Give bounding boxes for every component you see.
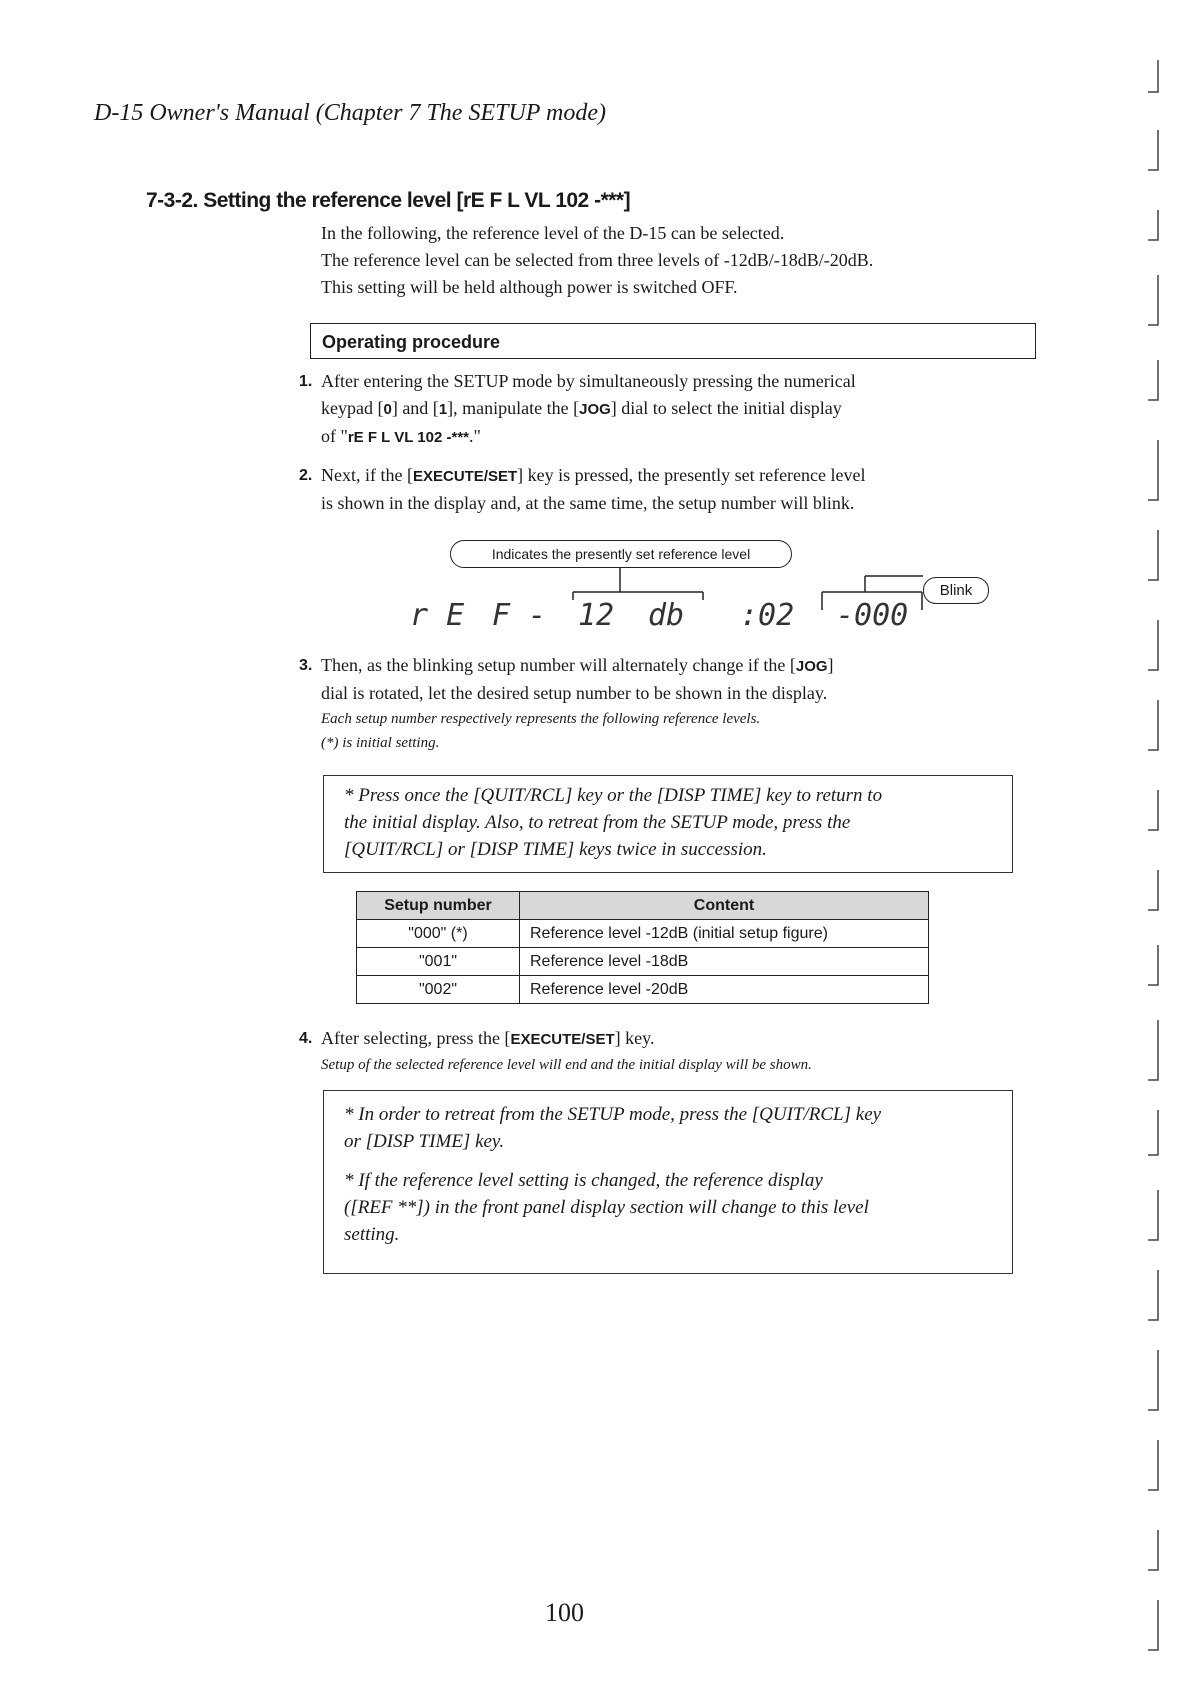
setup-table	[356, 891, 929, 1004]
step-note: (*) is initial setting.	[321, 735, 440, 751]
step-line: keypad [0] and [1], manipulate the [JOG] dial to select the initial display	[321, 398, 842, 418]
table-cell: Reference level -20dB	[520, 976, 929, 1004]
note-line: * In order to retreat from the SETUP mode, press the [QUIT/RCL] key	[344, 1104, 882, 1125]
note-line: setting.	[344, 1224, 400, 1245]
note-line: * If the reference level setting is changed, the reference display	[344, 1170, 823, 1191]
table-cell: Reference level -18dB	[520, 948, 929, 976]
display-segment: F -	[492, 598, 547, 633]
step-line: Next, if the [EXECUTE/SET] key is pressed, the presently set reference level	[321, 465, 866, 485]
table-row	[357, 976, 929, 1004]
step-4	[299, 1025, 1041, 1077]
step-2	[299, 462, 1041, 517]
display-segment-blinking: -000	[836, 598, 909, 633]
step-note: Setup of the selected reference level will end and the initial display will be shown.	[321, 1057, 812, 1073]
intro-paragraph	[321, 220, 1041, 301]
blink-label: Blink	[923, 577, 989, 604]
display-segment: 12	[578, 598, 615, 633]
intro-line: In the following, the reference level of the D-15 can be selected.	[321, 223, 785, 243]
operating-procedure-label: Operating procedure	[322, 332, 501, 352]
note-box	[323, 1090, 1013, 1274]
page-number: 100	[545, 1598, 584, 1627]
display-segment: :02	[740, 598, 795, 633]
step-line: After selecting, press the [EXECUTE/SET] key.	[321, 1028, 655, 1048]
step-line: Then, as the blinking setup number will alternately change if the [JOG]	[321, 655, 834, 675]
step-number: 2.	[299, 467, 313, 484]
note-line: ([REF **]) in the front panel display section will change to this level	[344, 1197, 869, 1218]
table-cell: "001"	[357, 948, 520, 976]
table-cell: "000" (*)	[357, 920, 520, 948]
step-number: 1.	[299, 373, 313, 390]
step-line: dial is rotated, let the desired setup number to be shown in the display.	[321, 683, 828, 703]
note-line: [QUIT/RCL] or [DISP TIME] keys twice in succession.	[344, 839, 767, 860]
step-3	[299, 652, 1041, 755]
intro-line: The reference level can be selected from three levels of -12dB/-18dB/-20dB.	[321, 250, 874, 270]
page-header: D-15 Owner's Manual (Chapter 7 The SETUP mode)	[94, 100, 606, 126]
step-note: Each setup number respectively represents the following reference levels.	[321, 711, 761, 727]
intro-line: This setting will be held although power is switched OFF.	[321, 277, 738, 297]
note-line: * Press once the [QUIT/RCL] key or the [DISP TIME] key to return to	[344, 785, 883, 806]
section-title: 7-3-2. Setting the reference level [rE F L VL 102 -***]	[146, 189, 631, 212]
note-box	[323, 775, 1013, 873]
step-line: After entering the SETUP mode by simultaneously pressing the numerical	[321, 371, 856, 391]
step-line: of "rE F L VL 102 -***."	[321, 426, 481, 446]
table-cell: "002"	[357, 976, 520, 1004]
note-line: or [DISP TIME] key.	[344, 1131, 505, 1152]
table-cell: Reference level -12dB (initial setup figure)	[520, 920, 929, 948]
binding-marks	[1140, 30, 1170, 1670]
note-line: the initial display. Also, to retreat from the SETUP mode, press the	[344, 812, 851, 833]
table-row	[357, 920, 929, 948]
table-header: Setup number	[357, 892, 520, 920]
diagram-callout: Indicates the presently set reference level	[450, 540, 792, 568]
display-segment: r E	[410, 598, 465, 633]
step-number: 4.	[299, 1030, 313, 1047]
step-1	[299, 368, 1041, 451]
table-header: Content	[520, 892, 929, 920]
step-number: 3.	[299, 657, 313, 674]
display-segment: db	[648, 598, 685, 633]
step-line: is shown in the display and, at the same time, the setup number will blink.	[321, 493, 855, 513]
table-row	[357, 948, 929, 976]
